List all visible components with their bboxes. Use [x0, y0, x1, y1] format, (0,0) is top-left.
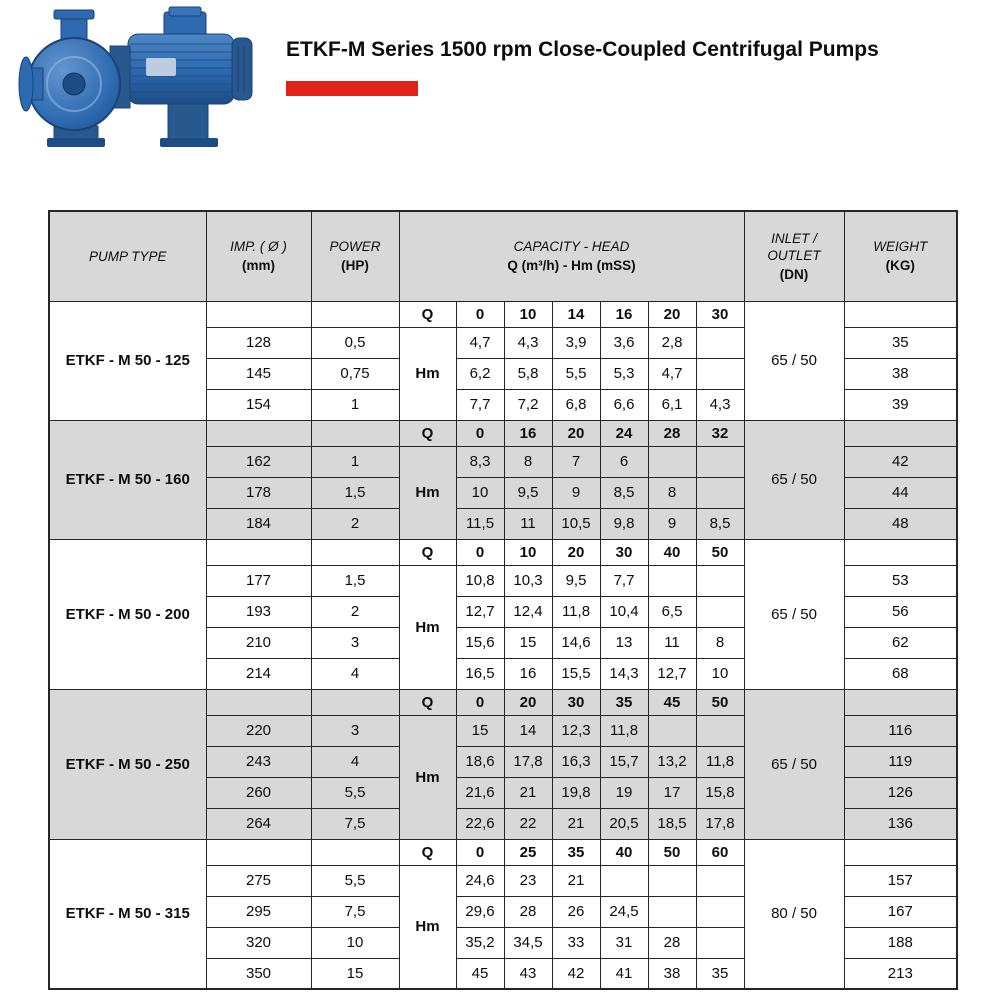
q-value-cell: 60 [696, 839, 744, 865]
head-value-cell: 9 [552, 477, 600, 508]
inlet-outlet-cell: 65 / 50 [744, 689, 844, 839]
head-value-cell: 35,2 [456, 927, 504, 958]
capacity-q-row [49, 420, 957, 446]
impeller-diameter-cell: 260 [206, 777, 311, 808]
title-block [286, 36, 966, 96]
head-value-cell: 17,8 [696, 808, 744, 839]
power-empty-cell [311, 539, 399, 565]
head-value-cell: 15,6 [456, 627, 504, 658]
q-value-cell: 50 [696, 539, 744, 565]
hm-label-cell: Hm [399, 446, 456, 539]
hm-label-cell: Hm [399, 715, 456, 839]
weight-empty-cell [844, 839, 957, 865]
q-value-cell: 0 [456, 839, 504, 865]
weight-empty-cell [844, 420, 957, 446]
head-value-cell: 11 [504, 508, 552, 539]
q-label-cell: Q [399, 689, 456, 715]
head-value-cell: 17,8 [504, 746, 552, 777]
q-value-cell: 35 [552, 839, 600, 865]
head-value-cell [696, 896, 744, 927]
q-label-cell: Q [399, 301, 456, 327]
title-underline-bar [286, 81, 418, 96]
head-value-cell: 4,3 [696, 389, 744, 420]
head-value-cell: 17 [648, 777, 696, 808]
head-value-cell: 34,5 [504, 927, 552, 958]
q-value-cell: 30 [552, 689, 600, 715]
impeller-diameter-cell: 275 [206, 865, 311, 896]
header-label: POWER [329, 239, 381, 255]
q-value-cell: 16 [504, 420, 552, 446]
head-value-cell: 21,6 [456, 777, 504, 808]
head-value-cell: 6,8 [552, 389, 600, 420]
impeller-diameter-cell: 210 [206, 627, 311, 658]
weight-cell: 126 [844, 777, 957, 808]
head-value-cell: 8 [504, 446, 552, 477]
weight-cell: 188 [844, 927, 957, 958]
head-value-cell: 3,9 [552, 327, 600, 358]
head-value-cell: 35 [696, 958, 744, 989]
head-value-cell: 24,5 [600, 896, 648, 927]
head-value-cell [696, 596, 744, 627]
col-header-pump-type [49, 211, 206, 301]
head-value-cell: 10,5 [552, 508, 600, 539]
power-cell: 2 [311, 596, 399, 627]
q-value-cell: 30 [600, 539, 648, 565]
header-unit: (HP) [341, 258, 369, 274]
head-value-cell: 18,5 [648, 808, 696, 839]
q-value-cell: 20 [648, 301, 696, 327]
page-title: ETKF-M Series 1500 rpm Close-Coupled Centrifugal Pumps [286, 38, 879, 61]
power-cell: 0,5 [311, 327, 399, 358]
head-value-cell: 22,6 [456, 808, 504, 839]
header-label: CAPACITY - HEAD [513, 239, 630, 255]
head-value-cell: 13 [600, 627, 648, 658]
capacity-q-row [49, 689, 957, 715]
impeller-diameter-cell: 295 [206, 896, 311, 927]
q-value-cell: 20 [552, 420, 600, 446]
weight-cell: 53 [844, 565, 957, 596]
capacity-q-row [49, 301, 957, 327]
header-unit: (DN) [779, 266, 809, 282]
header-label: WEIGHT [873, 239, 928, 255]
head-value-cell [648, 565, 696, 596]
q-value-cell: 10 [504, 301, 552, 327]
head-value-cell: 7,7 [600, 565, 648, 596]
col-header-capacity-head [399, 211, 744, 301]
weight-empty-cell [844, 301, 957, 327]
head-value-cell: 20,5 [600, 808, 648, 839]
capacity-q-row [49, 839, 957, 865]
head-value-cell: 13,2 [648, 746, 696, 777]
head-value-cell: 11,8 [552, 596, 600, 627]
head-value-cell [696, 327, 744, 358]
head-value-cell [648, 896, 696, 927]
impeller-diameter-cell: 145 [206, 358, 311, 389]
head-value-cell [696, 446, 744, 477]
head-value-cell [696, 927, 744, 958]
head-value-cell: 5,5 [552, 358, 600, 389]
weight-cell: 44 [844, 477, 957, 508]
impeller-diameter-cell: 193 [206, 596, 311, 627]
q-value-cell: 40 [648, 539, 696, 565]
head-value-cell: 22 [504, 808, 552, 839]
weight-cell: 136 [844, 808, 957, 839]
power-cell: 1 [311, 389, 399, 420]
head-value-cell: 29,6 [456, 896, 504, 927]
header-label: IMP. ( Ø ) [230, 239, 287, 255]
q-value-cell: 20 [504, 689, 552, 715]
power-empty-cell [311, 420, 399, 446]
head-value-cell [696, 715, 744, 746]
head-value-cell: 26 [552, 896, 600, 927]
q-value-cell: 0 [456, 301, 504, 327]
impeller-diameter-cell: 320 [206, 927, 311, 958]
impeller-empty-cell [206, 420, 311, 446]
motor-fan-cover [232, 38, 252, 100]
weight-cell: 116 [844, 715, 957, 746]
weight-cell: 38 [844, 358, 957, 389]
impeller-empty-cell [206, 839, 311, 865]
head-value-cell: 11 [648, 627, 696, 658]
header-unit: (KG) [885, 258, 915, 274]
power-cell: 7,5 [311, 896, 399, 927]
head-value-cell [648, 446, 696, 477]
power-cell: 0,75 [311, 358, 399, 389]
impeller-diameter-cell: 220 [206, 715, 311, 746]
head-value-cell: 28 [648, 927, 696, 958]
impeller-diameter-cell: 243 [206, 746, 311, 777]
power-cell: 1 [311, 446, 399, 477]
head-value-cell: 8 [696, 627, 744, 658]
hm-label-cell: Hm [399, 565, 456, 689]
power-cell: 5,5 [311, 777, 399, 808]
q-value-cell: 45 [648, 689, 696, 715]
q-value-cell: 50 [696, 689, 744, 715]
pump-spec-table [48, 210, 958, 990]
q-label-cell: Q [399, 839, 456, 865]
impeller-diameter-cell: 154 [206, 389, 311, 420]
motor-nameplate [146, 58, 176, 76]
impeller-diameter-cell: 214 [206, 658, 311, 689]
pump-photo [16, 4, 278, 174]
head-value-cell: 6,1 [648, 389, 696, 420]
head-value-cell: 42 [552, 958, 600, 989]
motor-foot [160, 104, 218, 147]
pump-type-cell: ETKF - M 50 - 250 [49, 689, 206, 839]
head-value-cell [696, 565, 744, 596]
col-header-inlet-outlet [744, 211, 844, 301]
q-label-cell: Q [399, 539, 456, 565]
head-value-cell: 8,5 [696, 508, 744, 539]
head-value-cell: 3,6 [600, 327, 648, 358]
motor-body [128, 34, 234, 104]
head-value-cell: 14,3 [600, 658, 648, 689]
weight-cell: 56 [844, 596, 957, 627]
q-value-cell: 30 [696, 301, 744, 327]
weight-cell: 39 [844, 389, 957, 420]
head-value-cell: 4,7 [456, 327, 504, 358]
power-cell: 4 [311, 658, 399, 689]
impeller-diameter-cell: 177 [206, 565, 311, 596]
power-empty-cell [311, 689, 399, 715]
head-value-cell: 18,6 [456, 746, 504, 777]
head-value-cell: 9,8 [600, 508, 648, 539]
q-value-cell: 24 [600, 420, 648, 446]
q-value-cell: 32 [696, 420, 744, 446]
head-value-cell [696, 865, 744, 896]
impeller-diameter-cell: 350 [206, 958, 311, 989]
head-value-cell [648, 865, 696, 896]
power-cell: 7,5 [311, 808, 399, 839]
power-cell: 3 [311, 715, 399, 746]
q-value-cell: 28 [648, 420, 696, 446]
impeller-empty-cell [206, 301, 311, 327]
header-label: PUMP TYPE [88, 248, 167, 264]
weight-cell: 167 [844, 896, 957, 927]
q-value-cell: 20 [552, 539, 600, 565]
pump-type-cell: ETKF - M 50 - 125 [49, 301, 206, 420]
head-value-cell: 12,3 [552, 715, 600, 746]
head-value-cell: 6,5 [648, 596, 696, 627]
head-value-cell: 2,8 [648, 327, 696, 358]
head-value-cell: 12,7 [648, 658, 696, 689]
head-value-cell: 11,8 [600, 715, 648, 746]
header-label: INLET / OUTLET [767, 230, 821, 263]
pump-illustration-svg [16, 4, 278, 174]
head-value-cell: 5,3 [600, 358, 648, 389]
head-value-cell: 10 [696, 658, 744, 689]
head-value-cell: 11,8 [696, 746, 744, 777]
head-value-cell: 5,8 [504, 358, 552, 389]
inlet-outlet-cell: 80 / 50 [744, 839, 844, 989]
q-value-cell: 35 [600, 689, 648, 715]
head-value-cell: 4,7 [648, 358, 696, 389]
power-cell: 2 [311, 508, 399, 539]
impeller-diameter-cell: 184 [206, 508, 311, 539]
inlet-outlet-cell: 65 / 50 [744, 420, 844, 539]
weight-cell: 119 [844, 746, 957, 777]
power-cell: 1,5 [311, 565, 399, 596]
head-value-cell [648, 715, 696, 746]
table-header-row [49, 211, 957, 301]
q-value-cell: 10 [504, 539, 552, 565]
weight-cell: 213 [844, 958, 957, 989]
head-value-cell: 43 [504, 958, 552, 989]
col-header-weight [844, 211, 957, 301]
q-label-cell: Q [399, 420, 456, 446]
capacity-q-row [49, 539, 957, 565]
q-value-cell: 14 [552, 301, 600, 327]
head-value-cell: 15 [456, 715, 504, 746]
head-value-cell: 33 [552, 927, 600, 958]
weight-cell: 48 [844, 508, 957, 539]
hm-label-cell: Hm [399, 865, 456, 989]
head-value-cell: 12,4 [504, 596, 552, 627]
head-value-cell: 16,5 [456, 658, 504, 689]
head-value-cell: 8,3 [456, 446, 504, 477]
impeller-empty-cell [206, 539, 311, 565]
head-value-cell: 41 [600, 958, 648, 989]
head-value-cell: 4,3 [504, 327, 552, 358]
head-value-cell: 38 [648, 958, 696, 989]
head-value-cell: 6,6 [600, 389, 648, 420]
weight-cell: 35 [844, 327, 957, 358]
head-value-cell: 21 [552, 865, 600, 896]
head-value-cell: 9,5 [552, 565, 600, 596]
power-cell: 15 [311, 958, 399, 989]
head-value-cell: 6 [600, 446, 648, 477]
head-value-cell: 19 [600, 777, 648, 808]
head-value-cell: 12,7 [456, 596, 504, 627]
head-value-cell: 19,8 [552, 777, 600, 808]
head-value-cell: 14,6 [552, 627, 600, 658]
power-cell: 3 [311, 627, 399, 658]
head-value-cell: 10,3 [504, 565, 552, 596]
head-value-cell: 21 [552, 808, 600, 839]
head-value-cell: 9,5 [504, 477, 552, 508]
impeller-empty-cell [206, 689, 311, 715]
head-value-cell: 10 [456, 477, 504, 508]
pump-type-cell: ETKF - M 50 - 200 [49, 539, 206, 689]
head-value-cell: 10,8 [456, 565, 504, 596]
head-value-cell: 7,7 [456, 389, 504, 420]
impeller-diameter-cell: 178 [206, 477, 311, 508]
head-value-cell [696, 358, 744, 389]
head-value-cell: 23 [504, 865, 552, 896]
head-value-cell: 7,2 [504, 389, 552, 420]
power-empty-cell [311, 301, 399, 327]
q-value-cell: 40 [600, 839, 648, 865]
col-header-impeller [206, 211, 311, 301]
head-value-cell: 7 [552, 446, 600, 477]
head-value-cell: 8,5 [600, 477, 648, 508]
weight-cell: 42 [844, 446, 957, 477]
header-unit: Q (m³/h) - Hm (mSS) [507, 258, 636, 274]
head-value-cell: 11,5 [456, 508, 504, 539]
pump-type-cell: ETKF - M 50 - 315 [49, 839, 206, 989]
head-value-cell: 45 [456, 958, 504, 989]
weight-cell: 68 [844, 658, 957, 689]
head-value-cell [600, 865, 648, 896]
q-value-cell: 0 [456, 420, 504, 446]
impeller-diameter-cell: 264 [206, 808, 311, 839]
power-cell: 4 [311, 746, 399, 777]
weight-empty-cell [844, 539, 957, 565]
head-value-cell: 15 [504, 627, 552, 658]
inlet-outlet-cell: 65 / 50 [744, 301, 844, 420]
impeller-diameter-cell: 162 [206, 446, 311, 477]
col-header-power [311, 211, 399, 301]
inlet-outlet-cell: 65 / 50 [744, 539, 844, 689]
head-value-cell: 8 [648, 477, 696, 508]
q-value-cell: 0 [456, 539, 504, 565]
power-cell: 10 [311, 927, 399, 958]
head-value-cell: 15,8 [696, 777, 744, 808]
hm-label-cell: Hm [399, 327, 456, 420]
head-value-cell: 31 [600, 927, 648, 958]
power-empty-cell [311, 839, 399, 865]
head-value-cell: 24,6 [456, 865, 504, 896]
header-unit: (mm) [242, 258, 275, 274]
head-value-cell: 9 [648, 508, 696, 539]
weight-cell: 157 [844, 865, 957, 896]
head-value-cell: 14 [504, 715, 552, 746]
head-value-cell: 28 [504, 896, 552, 927]
head-value-cell: 10,4 [600, 596, 648, 627]
head-value-cell: 16 [504, 658, 552, 689]
head-value-cell: 16,3 [552, 746, 600, 777]
q-value-cell: 50 [648, 839, 696, 865]
head-value-cell: 15,7 [600, 746, 648, 777]
q-value-cell: 25 [504, 839, 552, 865]
head-value-cell [696, 477, 744, 508]
q-value-cell: 16 [600, 301, 648, 327]
head-value-cell: 15,5 [552, 658, 600, 689]
head-value-cell: 21 [504, 777, 552, 808]
power-cell: 1,5 [311, 477, 399, 508]
head-value-cell: 6,2 [456, 358, 504, 389]
q-value-cell: 0 [456, 689, 504, 715]
weight-empty-cell [844, 689, 957, 715]
pump-type-cell: ETKF - M 50 - 160 [49, 420, 206, 539]
impeller-diameter-cell: 128 [206, 327, 311, 358]
weight-cell: 62 [844, 627, 957, 658]
power-cell: 5,5 [311, 865, 399, 896]
